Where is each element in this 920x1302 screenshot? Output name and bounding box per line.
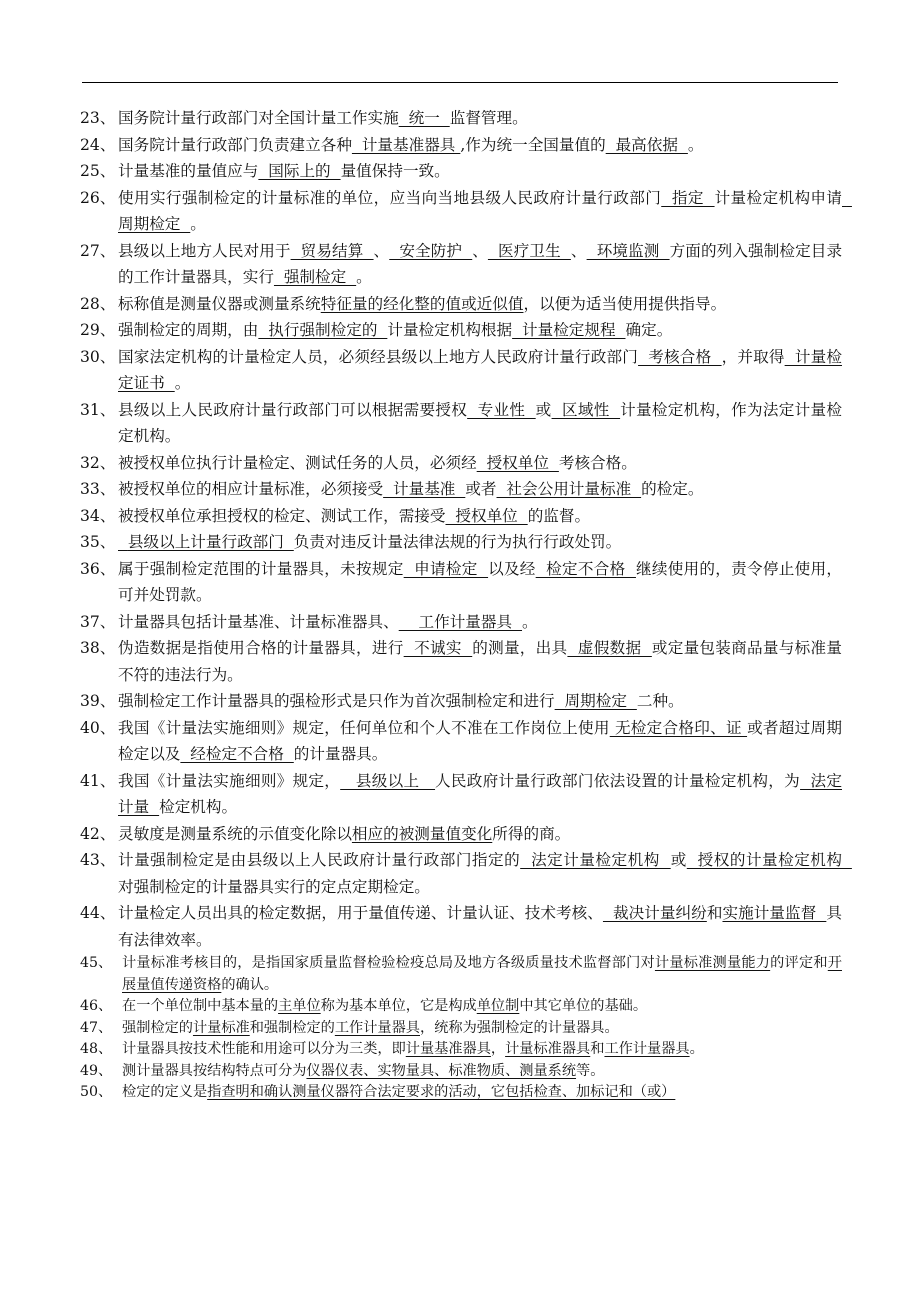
answer-blank: 国际上的 [258,162,341,180]
answer-blank: 最高依据 [605,135,688,154]
question-text-segment: 被授权单位执行计量检定、测试任务的人员，必须经 [118,453,477,472]
question-text-segment: 或定量包装商品量与标准量不符的违法行为。 [118,639,842,684]
question-text-segment: 或 [535,400,552,419]
question-item [80,1082,842,1104]
answer-blank: 计量基准器具 [405,1041,491,1057]
answer-blank: 授权的计量检定机构 [686,851,852,869]
question-text-segment: 强制检定的周期，由 [118,321,259,339]
question-number: 25、 [80,162,116,180]
question-text [118,768,842,821]
question-item [80,715,842,768]
answer-blank: 计量检定证书 [118,347,842,392]
question-text [118,344,842,397]
question-text-segment: 。 [687,135,704,154]
answer-blank: 统一 [398,109,450,127]
question-number: 37、 [80,612,116,631]
answer-blank: 授权单位 [445,506,528,525]
question-text-segment: 灵敏度是测量系统的示值变化除以 [118,824,352,843]
question-text-segment: 的监督。 [527,506,591,525]
answer-blank: 特征量的经化整的值或近似值 [320,294,524,313]
question-list [80,105,852,1104]
question-text-segment: 我国《计量法实施细则》规定， [118,771,341,790]
question-text [118,450,842,477]
question-text-segment: 。 [174,374,191,392]
question-text [118,291,842,318]
question-text-segment: ， [490,1041,506,1057]
answer-blank: 贸易结算 [290,241,374,260]
question-item [80,185,852,238]
question-text [118,476,842,503]
question-text-segment: 以及经 [488,559,536,578]
answer-blank: 经检定不合格 [180,745,294,763]
question-text-segment: 计量标准考核目的，是指国家质量监督检验检疫总局及地方各级质量技术监督部门对 [122,955,655,971]
answer-blank: 工作计量器具 [398,612,523,631]
answer-blank: 县级以上 [340,771,436,790]
answer-blank: 开展量值传递资格 [122,955,842,993]
question-text-segment: 强制检定工作计量器具的强检形式是只作为首次强制检定和进行 [118,692,555,710]
question-text-segment: 检定的定义是 [122,1084,208,1100]
question-item [80,503,842,530]
answer-blank: 工作计量器具 [604,1041,690,1057]
question-item [80,344,842,397]
question-item [80,609,842,636]
question-number: 42、 [80,824,116,843]
question-text-segment: 和 [706,904,723,922]
question-number: 50、 [80,1084,113,1100]
answer-blank: 不诚实 [403,639,473,657]
answer-blank: 计量标准器具 [505,1041,591,1057]
question-number: 30、 [80,347,116,366]
question-text-segment: 标称值是测量仪器或测量系统 [118,294,321,313]
question-item [80,450,842,477]
question-text-segment: 国务院计量行政部门对全国计量工作实施 [118,109,399,127]
question-text-segment: 计量检定人员出具的检定数据，用于量值传递、计量认证、技术考核、 [118,904,603,922]
question-item [80,397,842,450]
question-item [80,556,842,609]
question-text-segment: 国务院计量行政部门负责建立各种 [118,135,352,154]
question-number: 40、 [80,718,116,737]
question-item [80,847,852,900]
question-text-segment: 计量强制检定是由县级以上人民政府计量行政部门指定的 [118,851,521,869]
question-text [118,185,852,238]
question-text [118,556,842,609]
question-text-segment: 县级以上地方人民对用于 [118,241,291,260]
question-text [118,529,842,556]
question-item [80,476,842,503]
answer-blank: 实施计量监督 [722,904,827,922]
question-text-segment: 被授权单位的相应计量标准，必须接受 [118,480,384,498]
question-item [80,105,842,132]
answer-blank: 强制检定 [273,268,357,286]
answer-blank: 申请检定 [403,559,489,578]
question-number: 23、 [80,109,116,127]
question-text [118,132,842,159]
question-text-segment: 国家法定机构的计量检定人员，必须经县级以上地方人民政府计量行政部门 [118,347,639,366]
answer-blank: 计量基准器具 [351,135,461,154]
question-text-segment: 等。 [576,1062,605,1079]
question-text-segment: 或 [670,851,687,869]
question-text-segment: 、 [373,241,390,260]
question-text [122,1061,842,1083]
question-number: 27、 [80,241,116,260]
question-text [122,1018,842,1040]
question-text-segment: 、 [570,241,587,260]
question-text-segment: 所得的商。 [492,824,571,843]
header-rule [82,82,838,83]
question-text-segment: 称为基本单位，它是构成 [320,998,477,1014]
question-item [80,317,842,344]
answer-blank: 无检定合格印、证 [609,718,748,737]
question-item [80,132,842,159]
question-item [80,635,842,688]
answer-blank: 指查明和确认测量仪器符合法定要求的活动，它包括检查、加标记和（或） [207,1084,676,1100]
question-text [118,900,842,953]
question-text [118,397,842,450]
answer-blank: 仪器仪表、实物量具、标准物质、测量系统 [306,1062,577,1079]
answer-blank: 相应的被测量值变化 [351,824,493,843]
question-number: 49、 [80,1062,113,1079]
answer-blank: 安全防护 [389,241,473,260]
question-text-segment: 。 [689,1041,704,1057]
question-item [80,953,842,996]
question-text-segment: 考核合格。 [558,453,637,472]
question-text-segment: 的确认。 [221,976,279,993]
question-text-segment: 继续使用的，责令停止使用，可并处罚款。 [118,559,842,604]
question-item [80,158,842,185]
question-text-segment: 二种。 [636,692,684,710]
question-text-segment: 测计量器具按结构特点可分为 [122,1062,307,1079]
answer-blank: 周期检定 [554,692,637,710]
answer-blank: 环境监测 [586,241,670,260]
question-text [122,1082,842,1104]
question-item [80,529,842,556]
question-number: 33、 [80,480,116,498]
answer-blank: 授权单位 [476,453,559,472]
question-item [80,1061,842,1083]
question-item [80,238,842,291]
question-text-segment: 计量检定机构根据 [387,321,513,339]
question-number: 29、 [80,321,116,339]
question-text-segment: 的计量器具。 [293,745,388,763]
question-number: 36、 [80,559,116,578]
question-number: 31、 [80,400,116,419]
question-number: 45、 [80,955,113,971]
question-text-segment: 具有法律效率。 [118,904,842,949]
question-text-segment: 被授权单位承担授权的检定、测试工作，需接受 [118,506,446,525]
question-text-segment: ，并取得 [721,347,785,366]
question-number: 28、 [80,294,116,313]
question-number: 39、 [80,692,116,710]
answer-blank: 计量标准 [192,1019,250,1036]
question-text-segment: 计量基准的量值应与 [118,162,259,180]
question-number: 44、 [80,904,116,922]
answer-blank: 社会公用计量标准 [496,480,642,498]
question-text-segment: 监督管理。 [449,109,528,127]
answer-blank: 周期检定 [118,188,852,233]
answer-blank: 检定不合格 [535,559,636,578]
answer-blank: 县级以上计量行政部门 [118,533,294,551]
question-text-segment: 县级以上人民政府计量行政部门可以根据需要授权 [118,400,468,419]
answer-blank: 医疗卫生 [487,241,571,260]
question-number: 46、 [80,998,113,1014]
question-text-segment: 的评定和 [770,955,828,971]
question-text [118,317,842,344]
question-text [118,635,842,688]
answer-blank: 法定计量 [118,771,842,816]
question-number: 26、 [80,188,116,207]
question-text-segment: 计量检定机构，作为法定计量检定机构。 [118,400,842,445]
question-number: 34、 [80,506,116,525]
answer-blank: 主单位 [278,998,321,1014]
question-item [80,768,842,821]
question-text-segment: 量值保持一致。 [340,162,450,180]
question-number: 47、 [80,1019,113,1036]
answer-blank: 法定计量检定机构 [520,851,671,869]
question-text [118,688,842,715]
question-text-segment: 的测量，出具 [472,639,568,657]
question-text-segment: 或者 [465,480,497,498]
question-text-segment: 计量检定机构申请 [714,188,842,207]
question-text-segment: 伪造数据是指使用合格的计量器具，进行 [118,639,404,657]
question-text-segment: 方面的列入强制检定目录的工作计量器具，实行 [118,241,843,286]
question-number: 24、 [80,135,116,154]
answer-blank: 计量基准 [383,480,466,498]
answer-blank: 区域性 [551,400,621,419]
question-text-segment: 和 [590,1041,605,1057]
question-text-segment: 检定机构。 [159,798,238,816]
question-text-segment: 人民政府计量行政部门依法设置的计量检定机构，为 [435,771,801,790]
question-number: 41、 [80,771,116,790]
answer-blank: 裁决计量纠纷 [602,904,707,922]
question-text-segment: 和强制检定的 [249,1019,335,1036]
question-number: 35、 [80,533,116,551]
question-text [118,158,842,185]
answer-blank: 单位制 [476,998,520,1014]
question-text [118,105,842,132]
answer-blank: 专业性 [467,400,536,419]
answer-blank: 指定 [661,188,715,207]
question-text [118,238,842,291]
question-text-segment: 负责对违反计量法律法规的行为执行行政处罚。 [293,533,622,551]
answer-blank: 考核合格 [638,347,722,366]
question-item [80,900,842,953]
question-text-segment: 属于强制检定范围的计量器具，未按规定 [118,559,404,578]
question-number: 48、 [80,1041,113,1057]
question-text-segment: ,作为统一全国量值的 [460,135,606,154]
answer-blank: 计量检定规程 [512,321,626,339]
question-item [80,1039,842,1061]
question-text-segment: 计量器具包括计量基准、计量标准器具、 [118,612,399,631]
question-item [80,291,842,318]
question-text [122,953,842,996]
question-text-segment: 计量器具按技术性能和用途可以分为三类，即 [122,1041,406,1057]
question-text [118,609,842,636]
question-text-segment: 的检定。 [641,480,704,498]
question-item [80,688,842,715]
question-text-segment: 。 [522,612,538,631]
answer-blank: 计量标准测量能力 [654,955,771,971]
question-item [80,1018,842,1040]
question-text-segment: 中其它单位的基础。 [519,998,648,1014]
question-text-segment: 对强制检定的计量器具实行的定点定期检定。 [118,877,430,896]
question-text-segment: 、 [472,241,488,260]
question-text [122,996,842,1018]
question-item [80,821,842,848]
question-number: 43、 [80,851,116,869]
question-text [118,503,842,530]
answer-blank: 工作计量器具 [334,1019,420,1036]
question-text [122,1039,842,1061]
question-text-segment: 确定。 [625,321,673,339]
question-text-segment: 或者超过周期检定以及 [118,718,842,763]
question-text-segment: 使用实行强制检定的计量标准的单位，应当向当地县级人民政府计量行政部门 [118,188,662,207]
question-text [118,715,842,768]
question-text-segment: 在一个单位制中基本量的 [122,998,279,1014]
question-number: 38、 [80,639,116,657]
question-text-segment: ，以便为适当使用提供指导。 [523,294,727,313]
question-item [80,996,842,1018]
question-text [118,821,842,848]
question-text [118,847,852,900]
question-text-segment: 。 [356,268,372,286]
question-text-segment: 我国《计量法实施细则》规定，任何单位和个人不准在工作岗位上使用 [118,718,610,737]
question-text-segment: 强制检定的 [122,1019,193,1036]
question-text-segment: 。 [190,215,206,233]
answer-blank: 执行强制检定的 [258,321,388,339]
question-number: 32、 [80,453,116,472]
question-text-segment: ，统称为强制检定的计量器具。 [420,1019,619,1036]
answer-blank: 虚假数据 [567,639,652,657]
